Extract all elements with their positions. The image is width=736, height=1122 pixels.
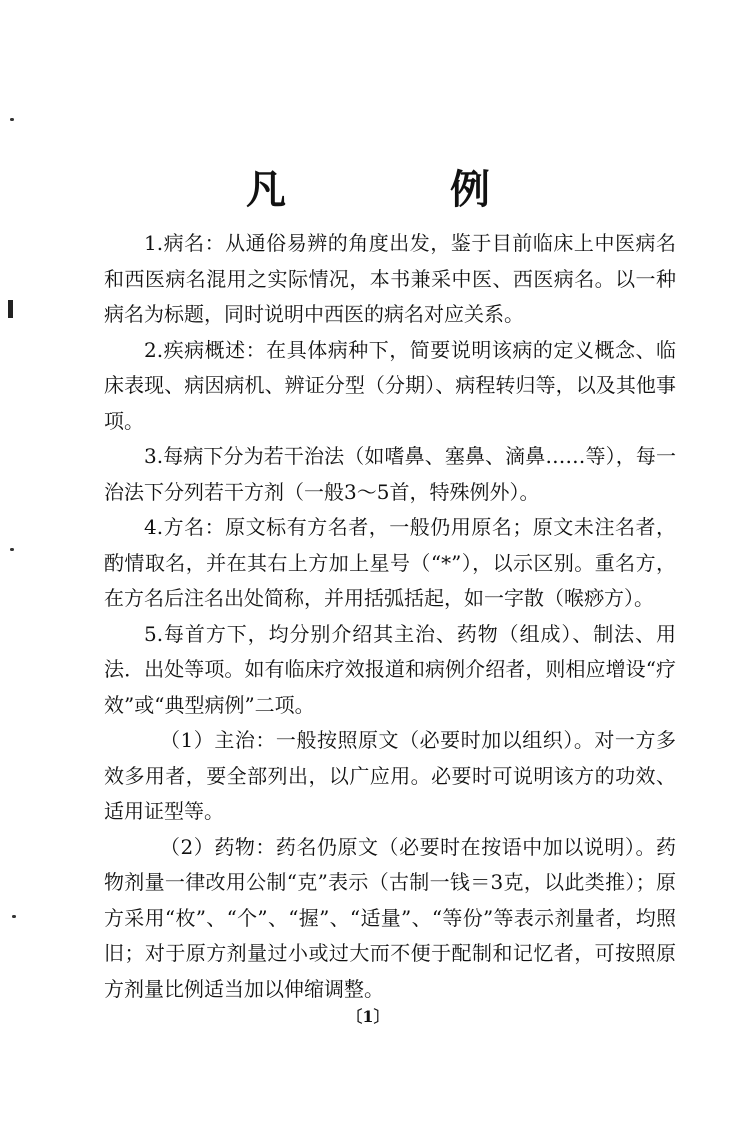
paragraph-prescription-name: 4.方名：原文标有方名者，一般仍用原名；原文未注名者，酌情取名，并在其右上方加上星号（“*”），以示区别。重名方，在方名后注名出处简称，并用括弧括起，如一字散（喉痧方）。 [104, 515, 676, 610]
paragraph-disease-name: 1.病名：从通俗易辨的角度出发，鉴于目前临床上中医病名和西医病名混用之实际情况，本书兼采中医、西医病名。以一种病名为标题，同时说明中西医的病名对应关系。 [104, 231, 676, 326]
paragraph-treatment-methods: 3.每病下分为若干治法（如嗜鼻、塞鼻、滴鼻……等），每一治法下分列若干方剂（一般3～5首，特殊例外）。 [104, 444, 676, 504]
scan-mark [8, 300, 13, 318]
paragraph-medicines: （2）药物：药名仍原文（必要时在按语中加以说明）。药物剂量一律改用公制“克”表示（古制一钱＝3克，以此类推）；原方采用“枚”、“个”、“握”、“适量”、“等份”等表示剂量者，均照旧；对于原方剂量过小或过大而不便于配制和记忆者，可按照原方剂量比例适当加以伸缩调整。 [104, 834, 676, 1001]
page-title: 凡 例 [246, 166, 552, 213]
page-number: 〔1〕 [346, 1007, 390, 1026]
paragraph-prescription-details: 5.每首方下，均分别介绍其主治、药物（组成）、制法、用法．出处等项。如有临床疗效报道和病例介绍者，则相应增设“疗效”或“典型病例”二项。 [104, 621, 676, 717]
scan-speck [12, 915, 16, 918]
paragraph-indications: （1）主治：一般按照原文（必要时加以组织）。对一方多效多用者，要全部列出，以广应用。必要时可说明该方的功效、适用证型等。 [104, 728, 676, 823]
body-text [104, 226, 676, 1007]
scan-speck [10, 548, 14, 551]
scan-speck [10, 118, 14, 121]
paragraph-disease-overview: 2.疾病概述：在具体病种下，简要说明该病的定义概念、临床表现、病因病机、辨证分型（分期）、病程转归等，以及其他事项。 [104, 337, 676, 433]
